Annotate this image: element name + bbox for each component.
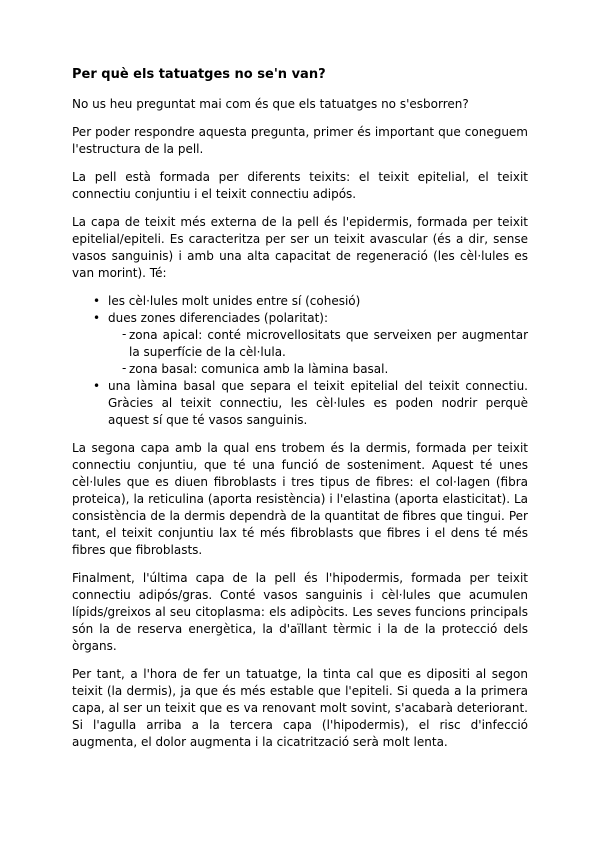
sub-list-item-text: zona basal: comunica amb la làmina basal. [129, 362, 389, 376]
dash-icon: - [122, 327, 127, 341]
paragraph-intro-context: Per poder respondre aquesta pregunta, primer és important que coneguem l'estructura de la pell. [72, 125, 528, 156]
paragraph-epidermis: La capa de teixit més externa de la pell és l'epidermis, formada per teixit epitelial/epiteli. Es caracteritza per ser un teixit avascular (és a dir, sense vasos sanguinis) i amb una alta capacitat de regeneració (les cèl·lules es van morint). Té: [72, 215, 528, 280]
list-item-text: una làmina basal que separa el teixit epitelial del teixit connectiu. Gràcies al teixit connectiu, les cèl·lules es poden nodrir perquè aquest sí que té vasos sanguinis. [108, 379, 528, 427]
paragraph-dermis: La segona capa amb la qual ens trobem és la dermis, formada per teixit connectiu conjuntiu, que té una funció de sosteniment. Aquest té unes cèl·lules que es diuen fibroblasts i tres tipus de fibres: el col·lagen (fibra proteica), la reticulina (aporta resistència) i l'elastina (aporta elasticitat). La consistència de la dermis dependrà de la quantitat de fibres que tingui. Per tant, el teixit conjuntiu lax té més fibroblasts que fibres i el dens té més fibres que fibroblasts. [72, 441, 528, 557]
sub-list-item-text: zona apical: conté microvellositats que serveixen per augmentar la superfície de la cèl·lula. [129, 328, 528, 359]
list-item [72, 293, 528, 310]
epidermis-feature-list [72, 293, 528, 429]
list-item [72, 378, 528, 429]
polarity-sub-list [108, 327, 528, 378]
bullet-icon: • [93, 379, 101, 393]
sub-list-item [108, 327, 528, 361]
list-item-text: dues zones diferenciades (polaritat): [108, 311, 329, 325]
paragraph-skin-tissues: La pell està formada per diferents teixits: el teixit epitelial, el teixit connectiu conjuntiu i el teixit connectiu adipós. [72, 170, 528, 201]
list-item-text: les cèl·lules molt unides entre sí (cohesió) [108, 294, 361, 308]
bullet-icon: • [93, 311, 101, 325]
paragraph-conclusion: Per tant, a l'hora de fer un tatuatge, la tinta cal que es dipositi al segon teixit (la dermis), ja que és més estable que l'epiteli. Si queda a la primera capa, al ser un teixit que es va renovant molt sovint, s'acabarà deteriorant. Si l'agulla arriba a la tercera capa (l'hipodermis), el risc d'infecció augmenta, el dolor augmenta i la cicatrització serà molt lenta. [72, 667, 528, 749]
paragraph-intro-question: No us heu preguntat mai com és que els tatuatges no s'esborren? [72, 97, 469, 111]
document-title: Per què els tatuatges no se'n van? [72, 67, 326, 82]
dash-icon: - [122, 361, 127, 375]
sub-list-item [108, 361, 528, 378]
list-item [72, 310, 528, 378]
paragraph-hipodermis: Finalment, l'última capa de la pell és l'hipodermis, formada per teixit connectiu adipós/gras. Conté vasos sanguinis i cèl·lules que acumulen lípids/greixos al seu citoplasma: els adipòcits. Les seves funcions principals són la de reserva energètica, la d'aïllant tèrmic i la de la protecció dels òrgans. [72, 571, 528, 653]
bullet-icon: • [93, 294, 101, 308]
